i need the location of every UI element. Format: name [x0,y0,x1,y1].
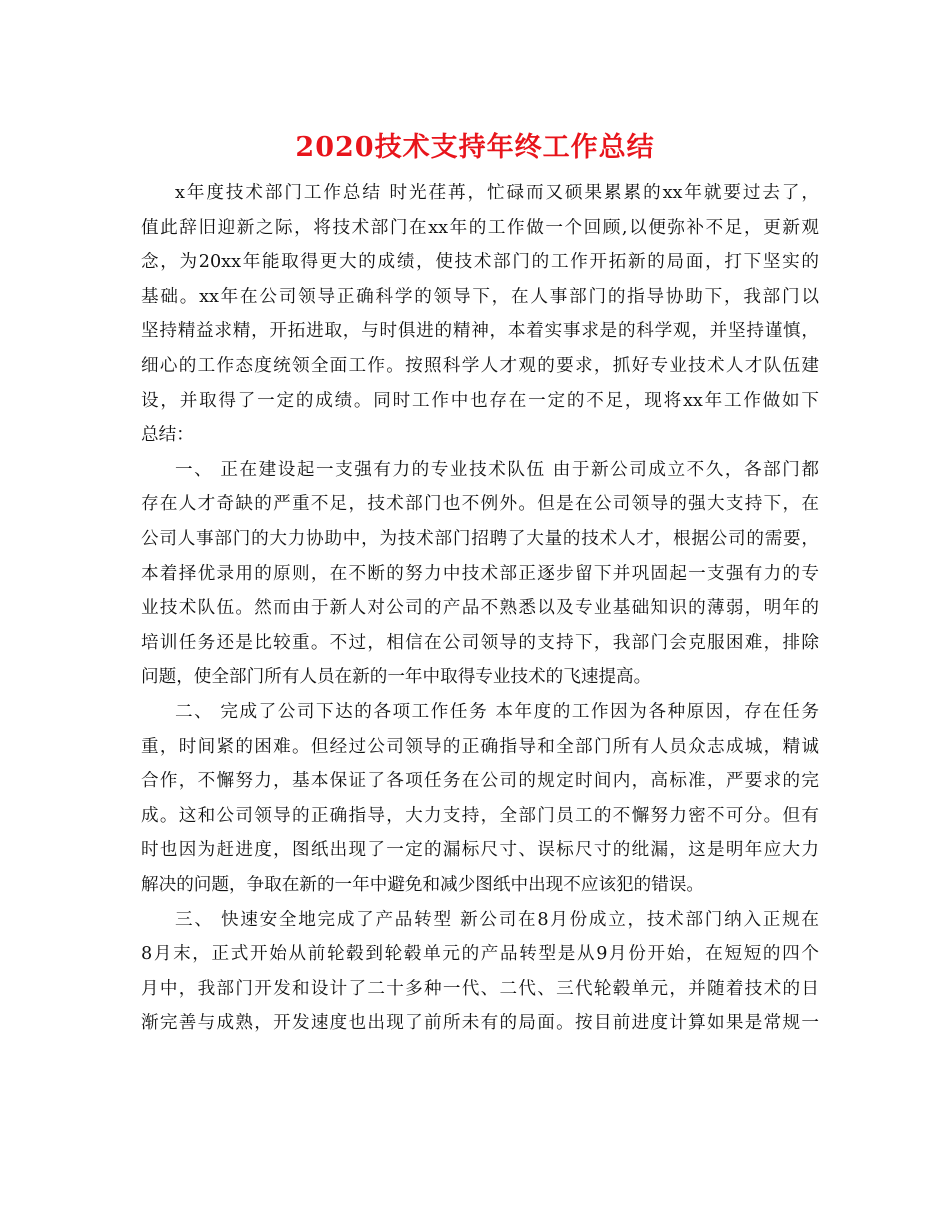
body-line: 重，时间紧的困难。但经过公司领导的正确指导和全部门所有人员众志成城，精诚 [141,736,819,757]
body-line: 业技术队伍。然而由于新人对公司的产品不熟悉以及专业基础知识的薄弱，明年的 [141,598,819,619]
body-line: 设，并取得了一定的成绩。同时工作中也存在一定的不足，现将xx年工作做如下 [141,390,819,411]
body-line: 本着择优录用的原则，在不断的努力中技术部正逐步留下并巩固起一支强有力的专 [141,563,819,584]
body-line: x年度技术部门工作总结 时光荏苒，忙碌而又硕果累累的xx年就要过去了， [175,183,819,203]
body-line: 细心的工作态度统领全面工作。按照科学人才观的要求，抓好专业技术人才队伍建 [141,356,819,376]
body-line: 问题，使全部门所有人员在新的一年中取得专业技术的飞速提高。 [141,667,652,688]
body-line: 总结： [141,425,194,446]
body-line: 解决的问题，争取在新的一年中避免和减少图纸中出现不应该犯的错误。 [141,875,705,895]
body-line: 基础。xx年在公司领导正确科学的领导下，在人事部门的指导协助下，我部门以 [141,286,819,307]
body-line: 二、 完成了公司下达的各项工作任务 本年度的工作因为各种原因，存在任务 [175,702,819,722]
body-line: 坚持精益求精，开拓进取，与时俱进的精神，本着实事求是的科学观，并坚持谨慎， [141,321,819,342]
body-line: 三、 快速安全地完成了产品转型 新公司在8月份成立，技术部门纳入正规在 [175,909,819,930]
body-line: 成。这和公司领导的正确指导，大力支持，全部门员工的不懈努力密不可分。但有 [141,805,819,826]
body-line: 公司人事部门的大力协助中，为技术部门招聘了大量的技术人才，根据公司的需要， [141,529,819,549]
body-line: 一、 正在建设起一支强有力的专业技术队伍 由于新公司成立不久，各部门都 [175,459,819,480]
body-line: 月中，我部门开发和设计了二十多种一代、二代、三代轮毂单元，并随着技术的日 [141,978,819,999]
body-line: 合作，不懈努力，基本保证了各项任务在公司的规定时间内，高标准，严要求的完 [141,771,819,792]
body-line: 存在人才奇缺的严重不足，技术部门也不例外。但是在公司领导的强大支持下，在 [141,494,819,515]
document-title: 2020技术支持年终工作总结 [295,132,655,163]
body-line: 值此辞旧迎新之际，将技术部门在xx年的工作做一个回顾,以便弥补不足，更新观 [141,217,819,238]
body-line: 培训任务还是比较重。不过，相信在公司领导的支持下，我部门会克服困难，排除 [141,632,819,653]
body-line: 8月末，正式开始从前轮毂到轮毂单元的产品转型是从9月份开始，在短短的四个 [141,944,819,965]
body-line: 念，为20xx年能取得更大的成绩，使技术部门的工作开拓新的局面，打下坚实的 [141,252,819,273]
body-line: 渐完善与成熟，开发速度也出现了前所未有的局面。按目前进度计算如果是常规一 [141,1013,819,1034]
body-line: 时也因为赶进度，图纸出现了一定的漏标尺寸、误标尺寸的纰漏，这是明年应大力 [141,840,819,861]
